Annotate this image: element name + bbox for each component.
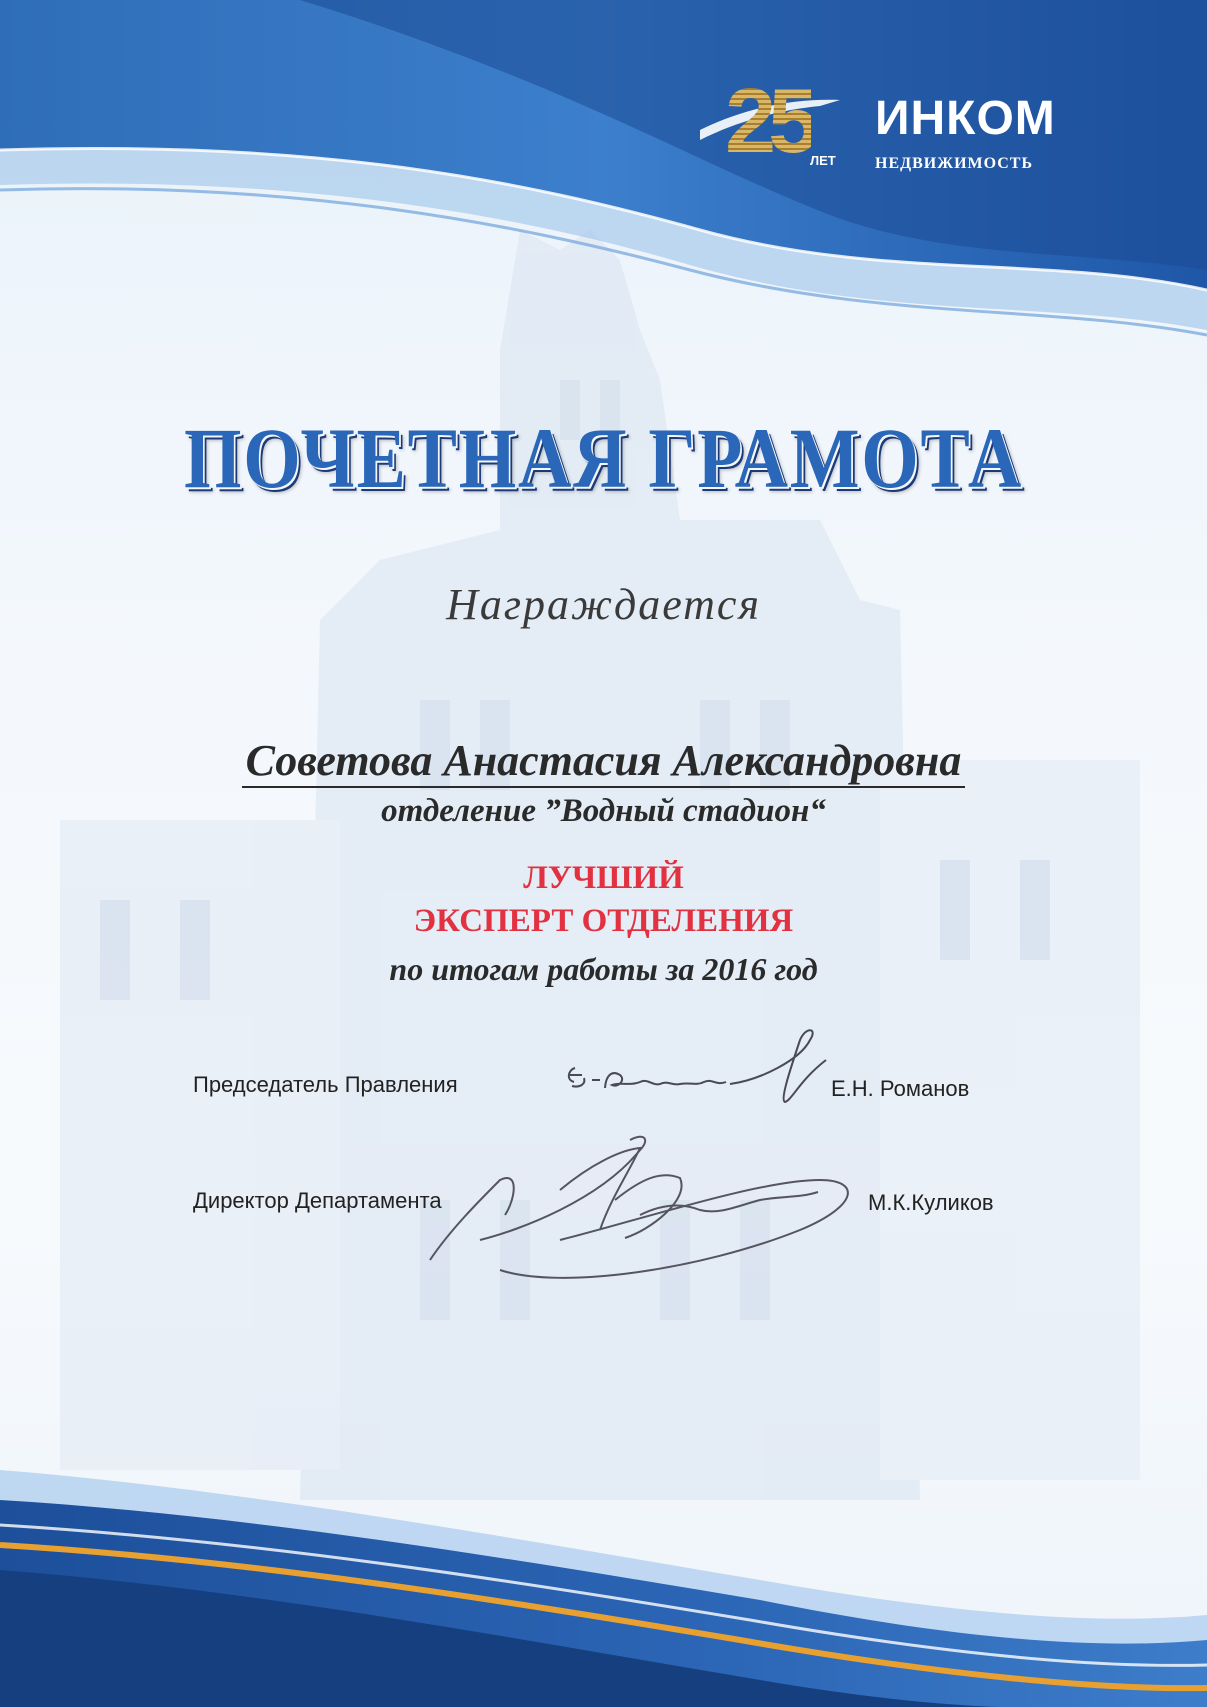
- nomination-line-1: ЛУЧШИЙ: [523, 860, 684, 896]
- logo-anniversary-number: 25: [725, 70, 812, 172]
- signer-1-position: Председатель Правления: [193, 1072, 458, 1097]
- nomination-line-2: ЭКСПЕРТ ОТДЕЛЕНИЯ: [413, 903, 794, 939]
- recipient-name: Советова Анастасия Александровна: [242, 738, 966, 788]
- awarded-label: Награждается: [446, 580, 761, 629]
- logo-anniversary-word: ЛЕТ: [810, 153, 836, 168]
- company-logo: [700, 70, 1120, 185]
- award-period: по итогам работы за 2016 год: [389, 951, 818, 987]
- logo-subtitle: НЕДВИЖИМОСТЬ: [875, 155, 1034, 172]
- signer-2-name: М.К.Куликов: [868, 1190, 994, 1215]
- recipient-line: [0, 738, 1207, 788]
- logo-brand: ИНКОМ: [875, 92, 1056, 145]
- signer-2-position: Директор Департамента: [193, 1188, 442, 1213]
- department: отделение ”Водный стадион“: [381, 793, 826, 829]
- certificate-title: ПОЧЕТНАЯ ГРАМОТА: [183, 410, 1024, 506]
- signer-1-name: Е.Н. Романов: [831, 1076, 970, 1101]
